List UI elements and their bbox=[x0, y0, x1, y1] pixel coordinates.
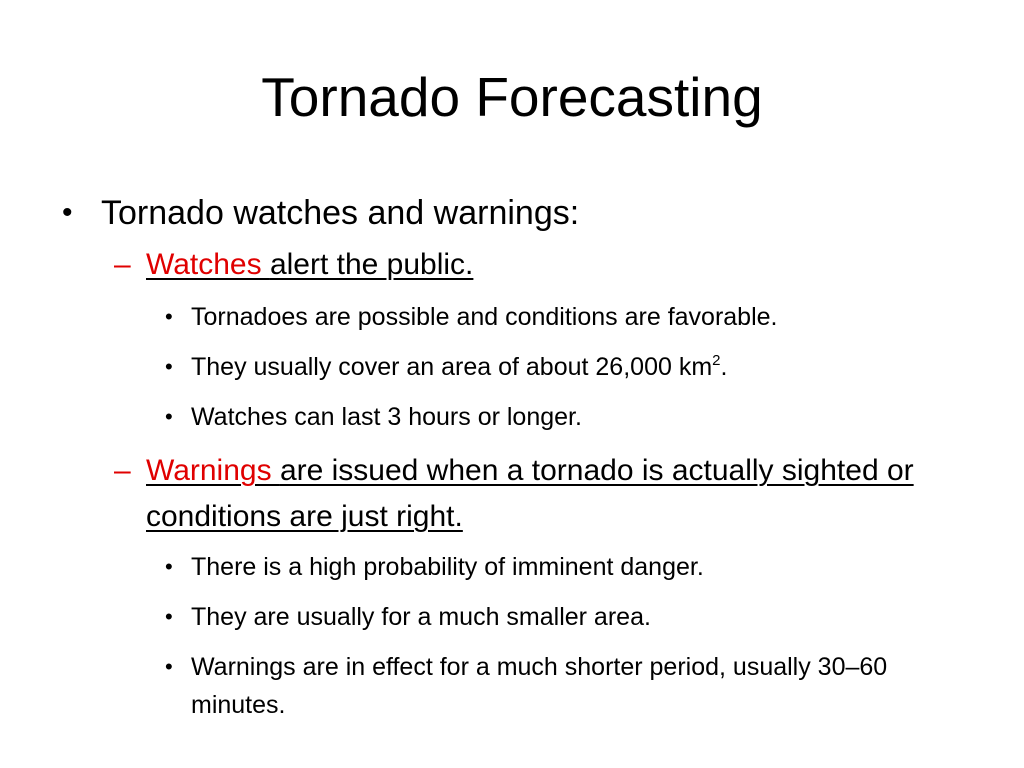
bullet-marker: • bbox=[62, 196, 73, 229]
warnings-point bbox=[58, 548, 958, 586]
sub-bullet-warnings bbox=[58, 448, 958, 540]
warnings-keyword: Warnings bbox=[146, 454, 280, 487]
superscript: 2 bbox=[712, 351, 721, 369]
watches-point-text: Watches can last 3 hours or longer. bbox=[191, 403, 582, 431]
watches-point bbox=[58, 348, 958, 386]
watches-point bbox=[58, 298, 958, 336]
watches-point bbox=[58, 398, 958, 436]
bullet-marker: • bbox=[165, 604, 173, 629]
slide-title: Tornado Forecasting bbox=[261, 66, 763, 128]
warnings-point bbox=[58, 648, 958, 724]
watches-keyword: Watches bbox=[146, 248, 270, 281]
warnings-point-text: They are usually for a much smaller area. bbox=[191, 603, 651, 631]
bullet-marker: • bbox=[165, 554, 173, 579]
bullet-main-text: Tornado watches and warnings: bbox=[101, 194, 580, 232]
slide-content bbox=[58, 186, 958, 724]
warnings-point-text: Warnings are in effect for a much shorter period, usually 30–60 minutes. bbox=[191, 653, 888, 719]
dash-marker: – bbox=[114, 248, 131, 281]
watches-point-text-end: . bbox=[720, 353, 728, 381]
warnings-text: are issued when a tornado is actually sighted or conditions are just right. bbox=[146, 454, 914, 533]
watches-point-text: Tornadoes are possible and conditions are favorable. bbox=[191, 303, 778, 331]
warnings-point bbox=[58, 598, 958, 636]
bullet-main bbox=[58, 186, 958, 240]
watches-text: alert the public. bbox=[269, 248, 474, 281]
bullet-marker: • bbox=[165, 304, 173, 329]
watches-point-text: They usually cover an area of about 26,000 km bbox=[191, 353, 713, 381]
bullet-marker: • bbox=[165, 354, 173, 379]
bullet-marker: • bbox=[165, 404, 173, 429]
dash-marker: – bbox=[114, 454, 131, 487]
bullet-marker: • bbox=[165, 654, 173, 679]
sub-bullet-watches bbox=[58, 242, 958, 288]
warnings-point-text: There is a high probability of imminent danger. bbox=[191, 553, 704, 581]
